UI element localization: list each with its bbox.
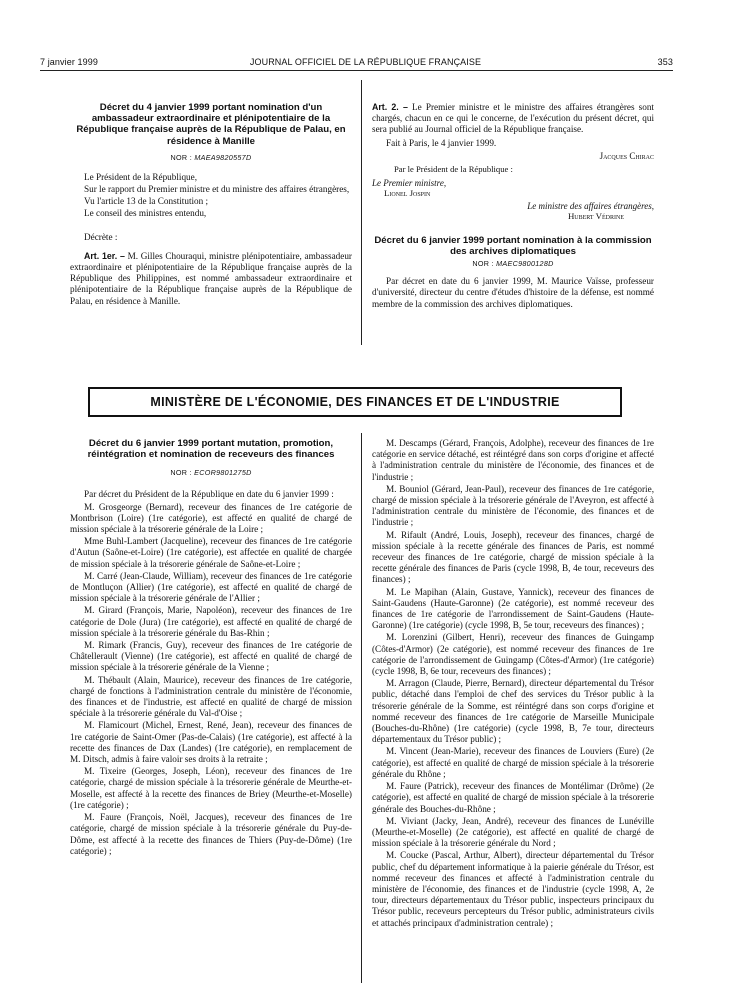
decree3-paragraph: M. Lorenzini (Gilbert, Henri), receveur des finances de Guingamp (Côtes-d'Armor) (2e catégorie), est nommé receveur des finances de 1re catégorie de l'arrondissement de Guingamp (Côtes-d'Armor) (1re catégorie) (cycle 1998, B, 6e tour, receveurs des finances) ; [372, 632, 654, 677]
decree1-fait: Fait à Paris, le 4 janvier 1999. [386, 137, 497, 148]
pm-name: Lionel Jospin [384, 187, 431, 198]
decree3-right [372, 438, 654, 930]
decree3-paragraph: M. Rifault (André, Louis, Joseph), receveur des finances, chargé de mission spéciale à la recette générale des finances de Paris, est nommé receveur des finances de 1re catégorie, chargé de mission spéciale à la recette générale des finances de Paris (cycle 1998, B, 4e tour, receveurs des finances) ; [372, 529, 654, 585]
signature-president: Jacques Chirac [599, 150, 654, 161]
journal-title: JOURNAL OFFICIEL DE LA RÉPUBLIQUE FRANÇAISE [249, 57, 482, 67]
decree3-paragraph: Mme Buhl-Lambert (Jacqueline), receveur des finances de 1re catégorie d'Autun (Saône-et-Loire) (1re catégorie), est affectée en qualité de chargée de mission spéciale à la trésorerie générale de Saône-et-Loire ; [70, 536, 352, 569]
decree3-paragraph: M. Rimark (Francis, Guy), receveur des finances de 1re catégorie de Châtellerault (Vienne) (1re catégorie), est affecté en qualité de chargé de mission spéciale à la trésorerie générale de la Vienne ; [70, 640, 352, 673]
decree3-title: Décret du 6 janvier 1999 portant mutation, promotion, réintégration et nomination de receveurs des finances [87, 438, 335, 461]
column-divider-upper [361, 80, 362, 345]
decree3-paragraph: Par décret du Président de la République en date du 6 janvier 1999 : [84, 489, 334, 500]
header-date: 7 janvier 1999 [40, 57, 98, 67]
decree3-paragraph: M. Vincent (Jean-Marie), receveur des finances de Louviers (Eure) (2e catégorie), est affecté en qualité de chargé de mission spéciale à la trésorerie générale du Rhône ; [372, 746, 654, 779]
decree1-para: Sur le rapport du Premier ministre et du ministre des affaires étrangères, [84, 184, 350, 195]
decree3-left [70, 438, 352, 858]
decree3-nor-code: ECOR9801275D [194, 468, 252, 478]
par-president: Par le Président de la République : [394, 163, 513, 174]
decree3-paragraph: M. Coucke (Pascal, Arthur, Albert), directeur départemental du Trésor public, chef du département informatique à la paierie générale du Trésor, est nommé receveur des finances et affecté à l'administration centrale du ministère de l'économie, des finances et de l'industrie (cycle 1998, A, 2e tour, directeurs départementaux du Trésor public, inspecteurs principaux du Trésor public, receveurs percepteurs du Trésor public, administrateurs civils et attachés principaux d'administration centrale) ; [372, 850, 654, 928]
decree2-nor-code: MAEC9800128D [496, 259, 554, 269]
decree3-paragraph: M. Arragon (Claude, Pierre, Bernard), directeur départemental du Trésor public, détaché dans l'emploi de chef des services du Trésor public à la trésorerie générale de la Somme, est réintégré dans son corps d'origine et nommé receveur des finances de 1re catégorie de Marseille Municipale (Bouches-du-Rhône) (1re catégorie) (cycle 1998, B, 7e tour, directeurs départementaux du Trésor public) ; [372, 678, 654, 745]
decree3-paragraph: M. Flamicourt (Michel, Ernest, René, Jean), receveur des finances de 1re catégorie de Saint-Omer (Pas-de-Calais) (1re catégorie), est affecté à la recette des finances de Dax (Landes) (1re catégorie), en remplacement de M. Ditsch, admis à faire valoir ses droits à la retraite ; [70, 720, 352, 765]
decree2-nor: NOR : MAEC9800128D [472, 259, 554, 269]
decree1-nor: NOR : MAEA9820557D [170, 152, 252, 162]
decree1-left [70, 102, 352, 308]
decree1-para: Le Président de la République, [84, 171, 198, 182]
decree3-paragraph: M. Descamps (Gérard, François, Adolphe), receveur des finances de 1re catégorie en service détaché, est réintégré dans son corps d'origine et affecté à l'administration centrale du ministère de l'économie, des finances et de l'industrie ; [372, 438, 654, 482]
decree1-para: Le conseil des ministres entendu, [84, 208, 207, 219]
decree3-paragraph: M. Tixeire (Georges, Joseph, Léon), receveur des finances de 1re catégorie, chargé de mission spéciale à la trésorerie générale de Meurthe-et-Moselle, est affecté à la recette des finances de Briey (Meurthe-et-Moselle) (1re catégorie) ; [70, 766, 352, 810]
decree1-art2: Art. 2. – Le Premier ministre et le ministre des affaires étrangères sont chargés, chacun en ce qui le concerne, de l'exécution du présent décret, qui sera publié au Journal officiel de la République française. [372, 102, 654, 135]
decree3-paragraph: M. Le Mapihan (Alain, Gustave, Yannick), receveur des finances de Saint-Gaudens (Haute-Garonne) (2e catégorie), est nommé receveur des finances de 1re catégorie de l'arrondissement de Saint-Gaudens (Haute-Garonne) (1re catégorie) (cycle 1998, B, 5e tour, receveurs des finances) ; [372, 586, 654, 631]
minister-name: Hubert Védrine [567, 210, 624, 221]
decree3-paragraph: M. Carré (Jean-Claude, William), receveur des finances de 1re catégorie de Montluçon (Allier) (1re catégorie), est affecté en qualité de chargé de mission spéciale à la trésorerie générale de l'Allier ; [70, 570, 352, 604]
decree1-art1: Art. 1er. – M. Gilles Chouraqui, ministre plénipotentiaire, ambassadeur extraordinaire et plénipotentiaire de la République française auprès de la République des Philippines, est nommé ambassadeur extraordinaire et plénipotentiaire de la République française auprès de la République de Palau, en résidence à Manille. [70, 250, 352, 306]
decree3-paragraph: M. Bouniol (Gérard, Jean-Paul), receveur des finances de 1re catégorie, chargé de mission spéciale à la trésorerie générale de l'Aveyron, est affecté à l'administration centrale du ministère de l'économie, des finances et de l'industrie ; [372, 483, 654, 528]
decree1-decrete: Décrète : [84, 231, 118, 242]
header-rule [40, 70, 673, 71]
decree1-nor-code: MAEA9820557D [194, 152, 252, 162]
decree3-paragraph: M. Girard (François, Marie, Napoléon), receveur des finances de 1re catégorie de Dole (Jura) (1re catégorie), est affecté en qualité de chargé de mission spéciale à la trésorerie générale du Bas-Rhin ; [70, 605, 352, 638]
decree3-paragraph: M. Thébault (Alain, Maurice), receveur des finances de 1re catégorie, chargé de fonctions à l'administration centrale du ministère de l'économie, des finances et de l'industrie, est affecté en qualité de chargé de mission spéciale à la trésorerie générale du Val-d'Oise ; [70, 674, 352, 719]
decree2-title: Décret du 6 janvier 1999 portant nomination à la commission des archives diplomatiques [374, 234, 652, 258]
page-number: 353 [657, 57, 673, 67]
decree1-right [372, 102, 654, 311]
decree3-paragraph: M. Faure (Patrick), receveur des finances de Montélimar (Drôme) (2e catégorie), est affecté en qualité de chargé de mission spéciale à la trésorerie générale des Bouches-du-Rhône ; [372, 781, 654, 814]
decree3-paragraph: M. Viviant (Jacky, Jean, André), receveur des finances de Lunéville (Meurthe-et-Moselle) (2e catégorie), est affecté en qualité de chargé de mission spéciale à la trésorerie générale du Nord ; [372, 815, 654, 849]
column-divider-lower [361, 433, 362, 983]
decree3-paragraph: M. Faure (François, Noël, Jacques), receveur des finances de 1re catégorie, chargé de mission spéciale à la trésorerie générale du Puy-de-Dôme, est affecté à la recette des finances de Thiers (Puy-de-Dôme) (1re catégorie) ; [70, 812, 352, 856]
decree2-text: Par décret en date du 6 janvier 1999, M. Maurice Vaïsse, professeur d'université, directeur du centre d'études d'histoire de la défense, est nommé membre de la commission des archives diplomatiques. [372, 276, 654, 309]
minister-title: Le ministre des affaires étrangères, [527, 200, 654, 211]
decree1-para: Vu l'article 13 de la Constitution ; [84, 196, 209, 207]
decree3-nor: NOR : ECOR9801275D [170, 468, 252, 478]
decree1-title: Décret du 4 janvier 1999 portant nomination d'un ambassadeur extraordinaire et plénipotentiaire de la République française auprès de la République de Palau, en résidence à Manille [76, 102, 346, 147]
ministry-banner: MINISTÈRE DE L'ÉCONOMIE, DES FINANCES ET DE L'INDUSTRIE [88, 387, 622, 417]
pm-title: Le Premier ministre, [372, 177, 447, 188]
decree3-paragraph: M. Grosgeorge (Bernard), receveur des finances de 1re catégorie de Montbrison (Loire) (1re catégorie), est affecté en qualité de chargé de mission spéciale à la trésorerie générale de la Loire ; [70, 501, 352, 535]
